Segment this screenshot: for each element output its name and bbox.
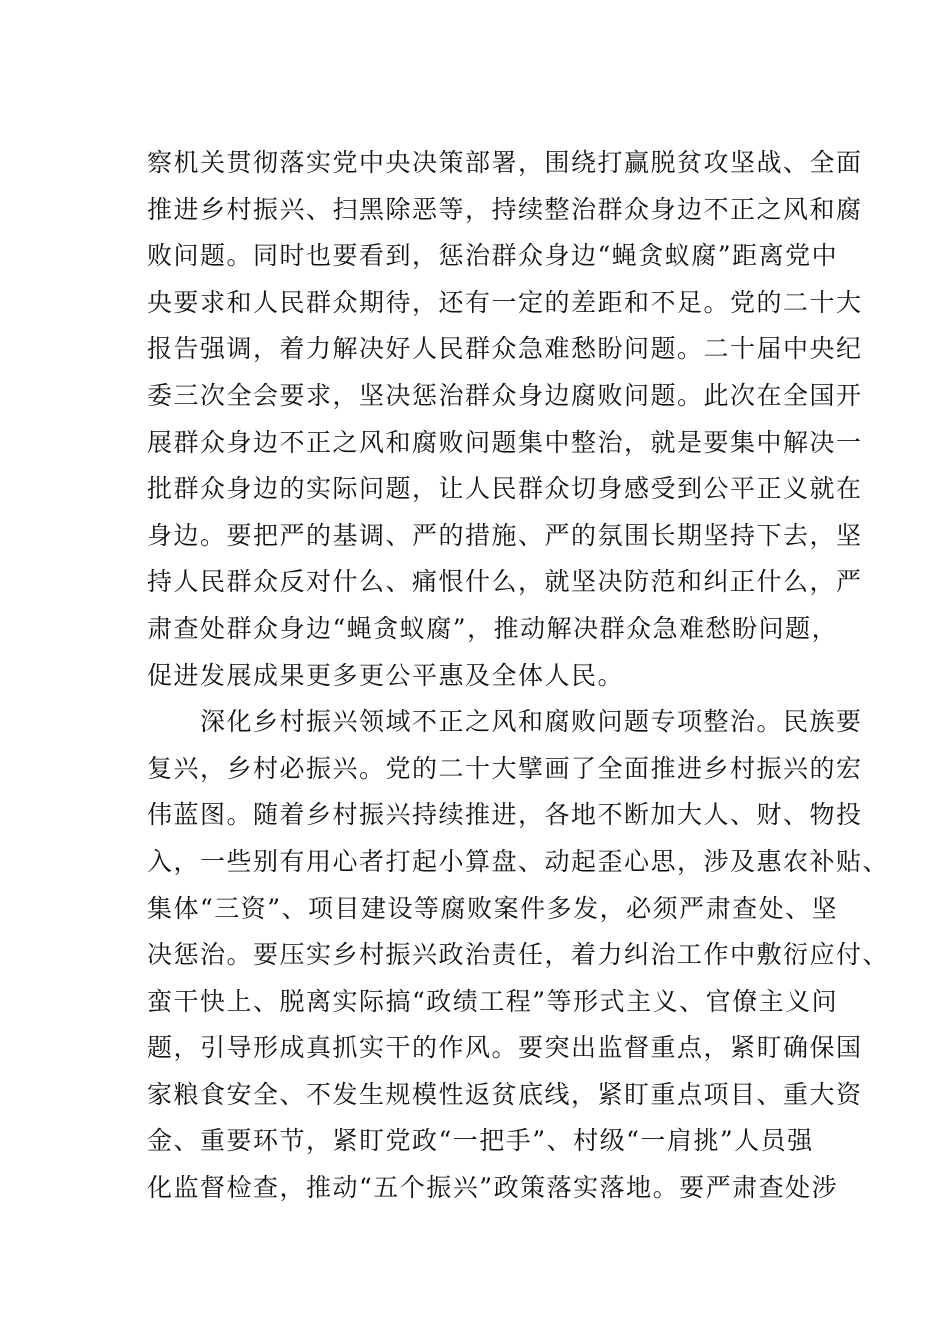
text-line: 展群众身边不正之风和腐败问题集中整治，就是要集中解决一 bbox=[147, 427, 863, 457]
text-line: 蛮干快上、脱离实际搞“政绩工程”等形式主义、官僚主义问 bbox=[147, 986, 839, 1016]
text-line: 化监督检查，推动“五个振兴”政策落实落地。要严肃查处涉 bbox=[147, 1173, 839, 1203]
text-line: 持人民群众反对什么、痛恨什么，就坚决防范和纠正什么，严 bbox=[147, 567, 863, 597]
text-line: 央要求和人民群众期待，还有一定的差距和不足。党的二十大 bbox=[147, 287, 863, 317]
text-line: 集体“三资”、项目建设等腐败案件多发，必须严肃查处、坚 bbox=[147, 893, 839, 923]
text-line: 题，引导形成真抓实干的作风。要突出监督重点，紧盯确保国 bbox=[147, 1033, 863, 1063]
text-line: 肃查处群众身边“蝇贪蚁腐”，推动解决群众急难愁盼问题， bbox=[147, 613, 839, 643]
text-line: 促进发展成果更多更公平惠及全体人民。 bbox=[147, 660, 625, 690]
text-line: 委三次全会要求，坚决惩治群众身边腐败问题。此次在全国开 bbox=[147, 380, 863, 410]
text-line: 推进乡村振兴、扫黑除恶等，持续整治群众身边不正之风和腐 bbox=[147, 194, 863, 224]
body-text bbox=[147, 140, 890, 1212]
text-line: 入，一些别有用心者打起小算盘、动起歪心思，涉及惠农补贴、 bbox=[147, 846, 890, 876]
text-line: 决惩治。要压实乡村振兴政治责任，着力纠治工作中敷衍应付、 bbox=[147, 940, 890, 970]
text-line: 批群众身边的实际问题，让人民群众切身感受到公平正义就在 bbox=[147, 474, 863, 504]
text-line: 金、重要环节，紧盯党政“一把手”、村级“一肩挑”人员强 bbox=[147, 1126, 814, 1156]
text-line: 家粮食安全、不发生规模性返贫底线，紧盯重点项目、重大资 bbox=[147, 1079, 863, 1109]
text-line: 报告强调，着力解决好人民群众急难愁盼问题。二十届中央纪 bbox=[147, 334, 863, 364]
paragraph-start-line: 深化乡村振兴领域不正之风和腐败问题专项整治。民族要 bbox=[147, 707, 863, 737]
text-line: 败问题。同时也要看到，惩治群众身边“蝇贪蚁腐”距离党中 bbox=[147, 241, 839, 271]
text-line: 察机关贯彻落实党中央决策部署，围绕打赢脱贫攻坚战、全面 bbox=[147, 148, 863, 177]
text-line: 复兴，乡村必振兴。党的二十大擘画了全面推进乡村振兴的宏 bbox=[147, 753, 863, 783]
text-line: 身边。要把严的基调、严的措施、严的氛围长期坚持下去，坚 bbox=[147, 520, 863, 550]
text-line: 伟蓝图。随着乡村振兴持续推进，各地不断加大人、财、物投 bbox=[147, 800, 863, 830]
